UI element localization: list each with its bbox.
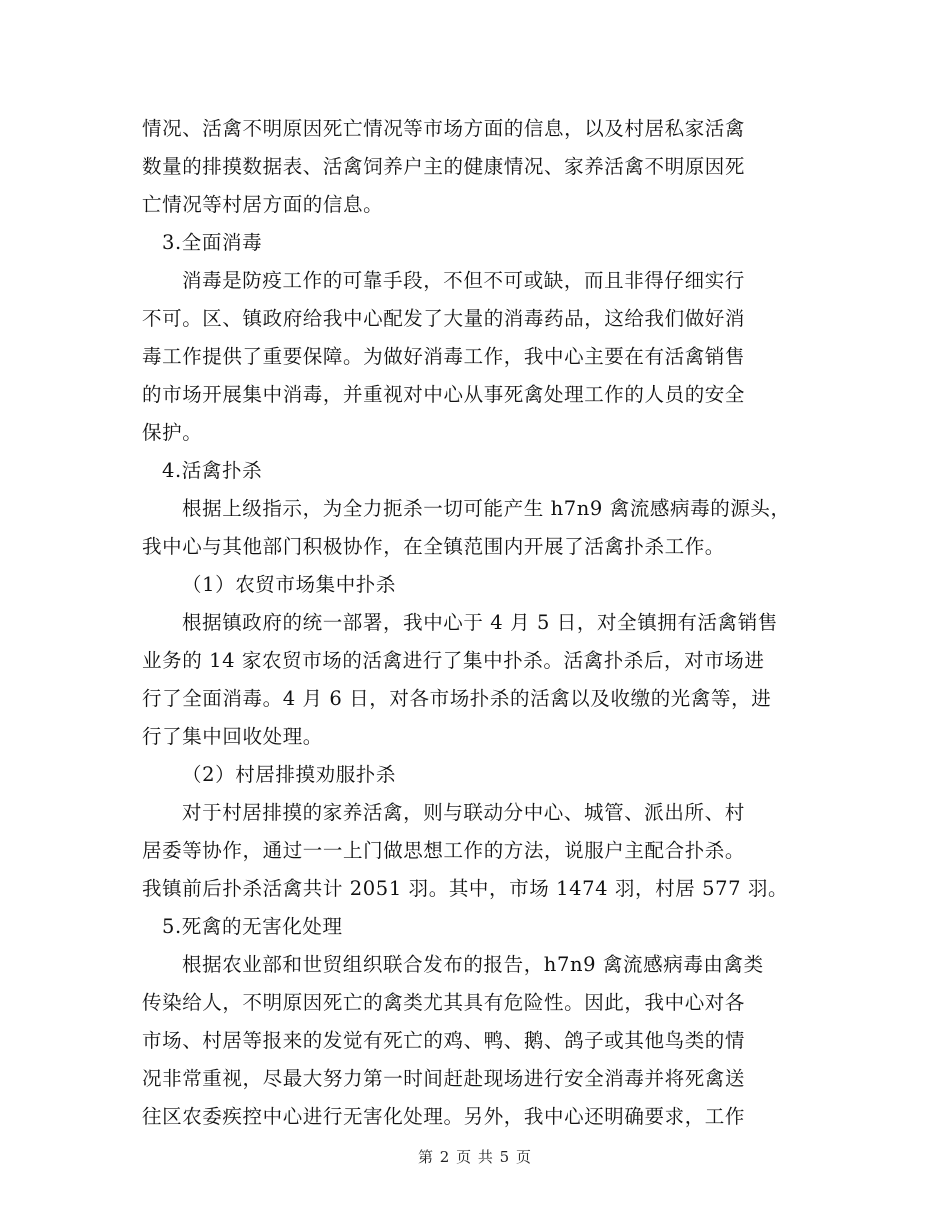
body-text-line: 根据上级指示，为全力扼杀一切可能产生 h7n9 禽流感病毒的源头， bbox=[182, 497, 791, 520]
body-text-line: 毒工作提供了重要保障。为做好消毒工作，我中心主要在有活禽销售 bbox=[142, 345, 746, 368]
body-text-line: 我镇前后扑杀活禽共计 2051 羽。其中，市场 1474 羽，村居 577 羽。 bbox=[142, 877, 789, 900]
body-text-line: 我中心与其他部门积极协作，在全镇范围内开展了活禽扑杀工作。 bbox=[142, 535, 725, 558]
body-text-line: 对于村居排摸的家养活禽，则与联动分中心、城管、派出所、村 bbox=[182, 801, 745, 824]
body-text-line: 况非常重视，尽最大努力第一时间赶赴现场进行安全消毒并将死禽送 bbox=[142, 1067, 746, 1090]
body-text-line: 行了全面消毒。4 月 6 日，对各市场扑杀的活禽以及收缴的光禽等，进 bbox=[142, 687, 772, 710]
body-text-line: 消毒是防疫工作的可靠手段，不但不可或缺，而且非得仔细实行 bbox=[182, 269, 745, 292]
body-text-line: 亡情况等村居方面的信息。 bbox=[142, 193, 384, 216]
page-footer: 第 2 页 共 5 页 bbox=[418, 1148, 532, 1166]
section-heading: 4.活禽扑杀 bbox=[162, 459, 263, 482]
body-text-line: 根据镇政府的统一部署，我中心于 4 月 5 日，对全镇拥有活禽销售 bbox=[182, 611, 778, 634]
body-text-line: 根据农业部和世贸组织联合发布的报告，h7n9 禽流感病毒由禽类 bbox=[182, 953, 764, 976]
section-heading: 3.全面消毒 bbox=[162, 231, 263, 254]
body-text-line: 居委等协作，通过一一上门做思想工作的方法，说服户主配合扑杀。 bbox=[142, 839, 746, 862]
body-text-line: 数量的排摸数据表、活禽饲养户主的健康情况、家养活禽不明原因死 bbox=[142, 155, 746, 178]
section-heading: 5.死禽的无害化处理 bbox=[162, 915, 343, 938]
body-text-line: 业务的 14 家农贸市场的活禽进行了集中扑杀。活禽扑杀后，对市场进 bbox=[142, 649, 765, 672]
body-text-line: 传染给人，不明原因死亡的禽类尤其具有危险性。因此，我中心对各 bbox=[142, 991, 746, 1014]
subsection-heading: （1）农贸市场集中扑杀 bbox=[182, 573, 397, 596]
body-text-line: 情况、活禽不明原因死亡情况等市场方面的信息，以及村居私家活禽 bbox=[142, 117, 746, 140]
subsection-heading: （2）村居排摸劝服扑杀 bbox=[182, 763, 397, 786]
body-text-line: 保护。 bbox=[142, 421, 203, 444]
body-text-line: 往区农委疾控中心进行无害化处理。另外，我中心还明确要求，工作 bbox=[142, 1105, 746, 1128]
body-text-line: 行了集中回收处理。 bbox=[142, 725, 323, 748]
body-text-line: 市场、村居等报来的发觉有死亡的鸡、鸭、鹅、鸽子或其他鸟类的情 bbox=[142, 1029, 746, 1052]
body-text-line: 不可。区、镇政府给我中心配发了大量的消毒药品，这给我们做好消 bbox=[142, 307, 746, 330]
body-text-line: 的市场开展集中消毒，并重视对中心从事死禽处理工作的人员的安全 bbox=[142, 383, 746, 406]
